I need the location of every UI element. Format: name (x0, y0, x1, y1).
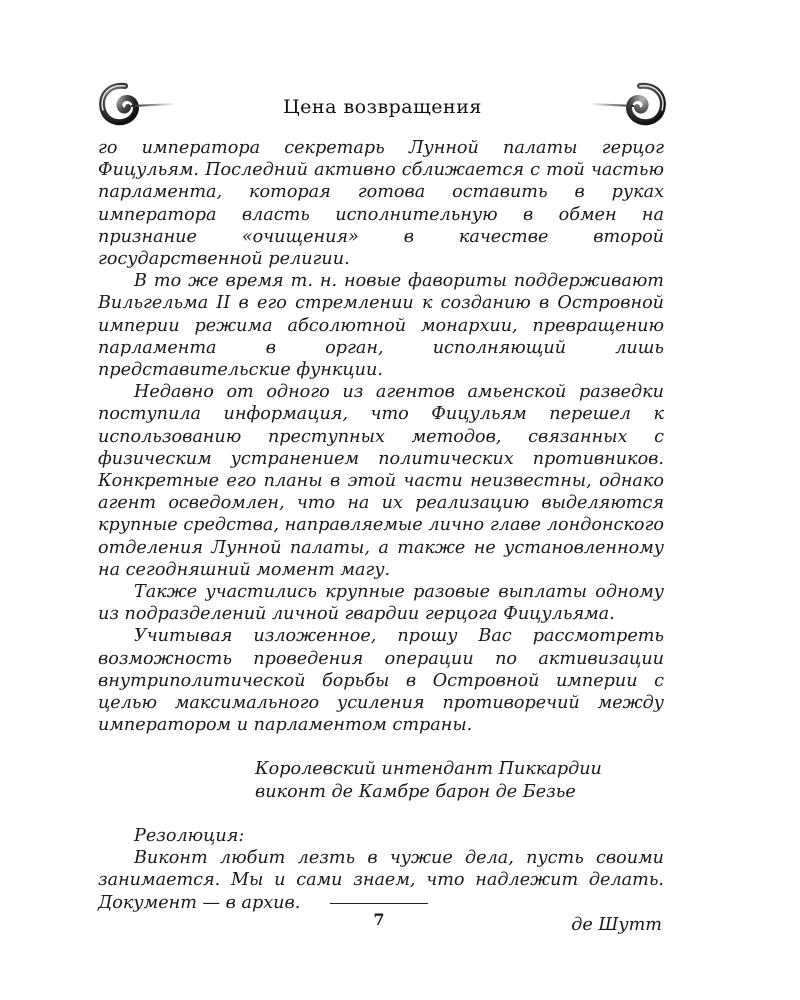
paragraph: Также участились крупные разовые выплаты одному из подразделений личной гвардии герцога Фицульяма. (98, 582, 664, 625)
paragraph: Учитывая изложенное, прошу Вас рассмотреть возможность проведения операции по активизации внутриполитической борьбы в Островной империи с целью максимального усиления противоречий между императором и парламентом страны. (98, 626, 664, 736)
resolution-text: Виконт любит лезть в чужие дела, пусть своими занимается. Мы и сами знаем, что надлежит делать. Документ — в архив. (98, 848, 664, 913)
signature-name: виконт де Камбре барон де Безье (255, 781, 576, 802)
resolution-signer: де Шутт (571, 914, 662, 935)
paragraph: го императора секретарь Лунной палаты герцог Фицульям. Последний активно сближается с той частью парламента, которая готова оставить в руках императора власть исполнительную в обмен на признание «очищения» в качестве второй государственной религии. (98, 138, 664, 270)
running-title: Цена возвращения (283, 96, 482, 118)
page-number: 7 (373, 910, 385, 929)
page-body (98, 137, 664, 936)
resolution-label: Резолюция: (134, 825, 245, 846)
paragraph: В то же время т. н. новые фавориты поддерживают Вильгельма II в его стремлении к созданию в Островной империи режима абсолютной монархии, превращению парламента в орган, исполняющий лишь представительские функции. (98, 271, 664, 381)
footer-rule (330, 903, 428, 904)
signature-block (255, 758, 664, 802)
signature-title: Королевский интендант Пиккардии (255, 759, 602, 780)
running-header (95, 78, 670, 132)
paragraph: Недавно от одного из агентов амьенской разведки поступила информация, что Фицульям перешел к использованию преступных методов, связанных с физическим устранением политических противников. Конкретные его планы в этой части неизвестны, однако агент осведомлен, что на их реализацию выделяются крупные средства, направляемые лично главе лондонского отделения Лунной палаты, а также не установленному на сегодняшний момент магу. (98, 382, 664, 580)
right-swirl-ornament-icon (590, 78, 670, 132)
